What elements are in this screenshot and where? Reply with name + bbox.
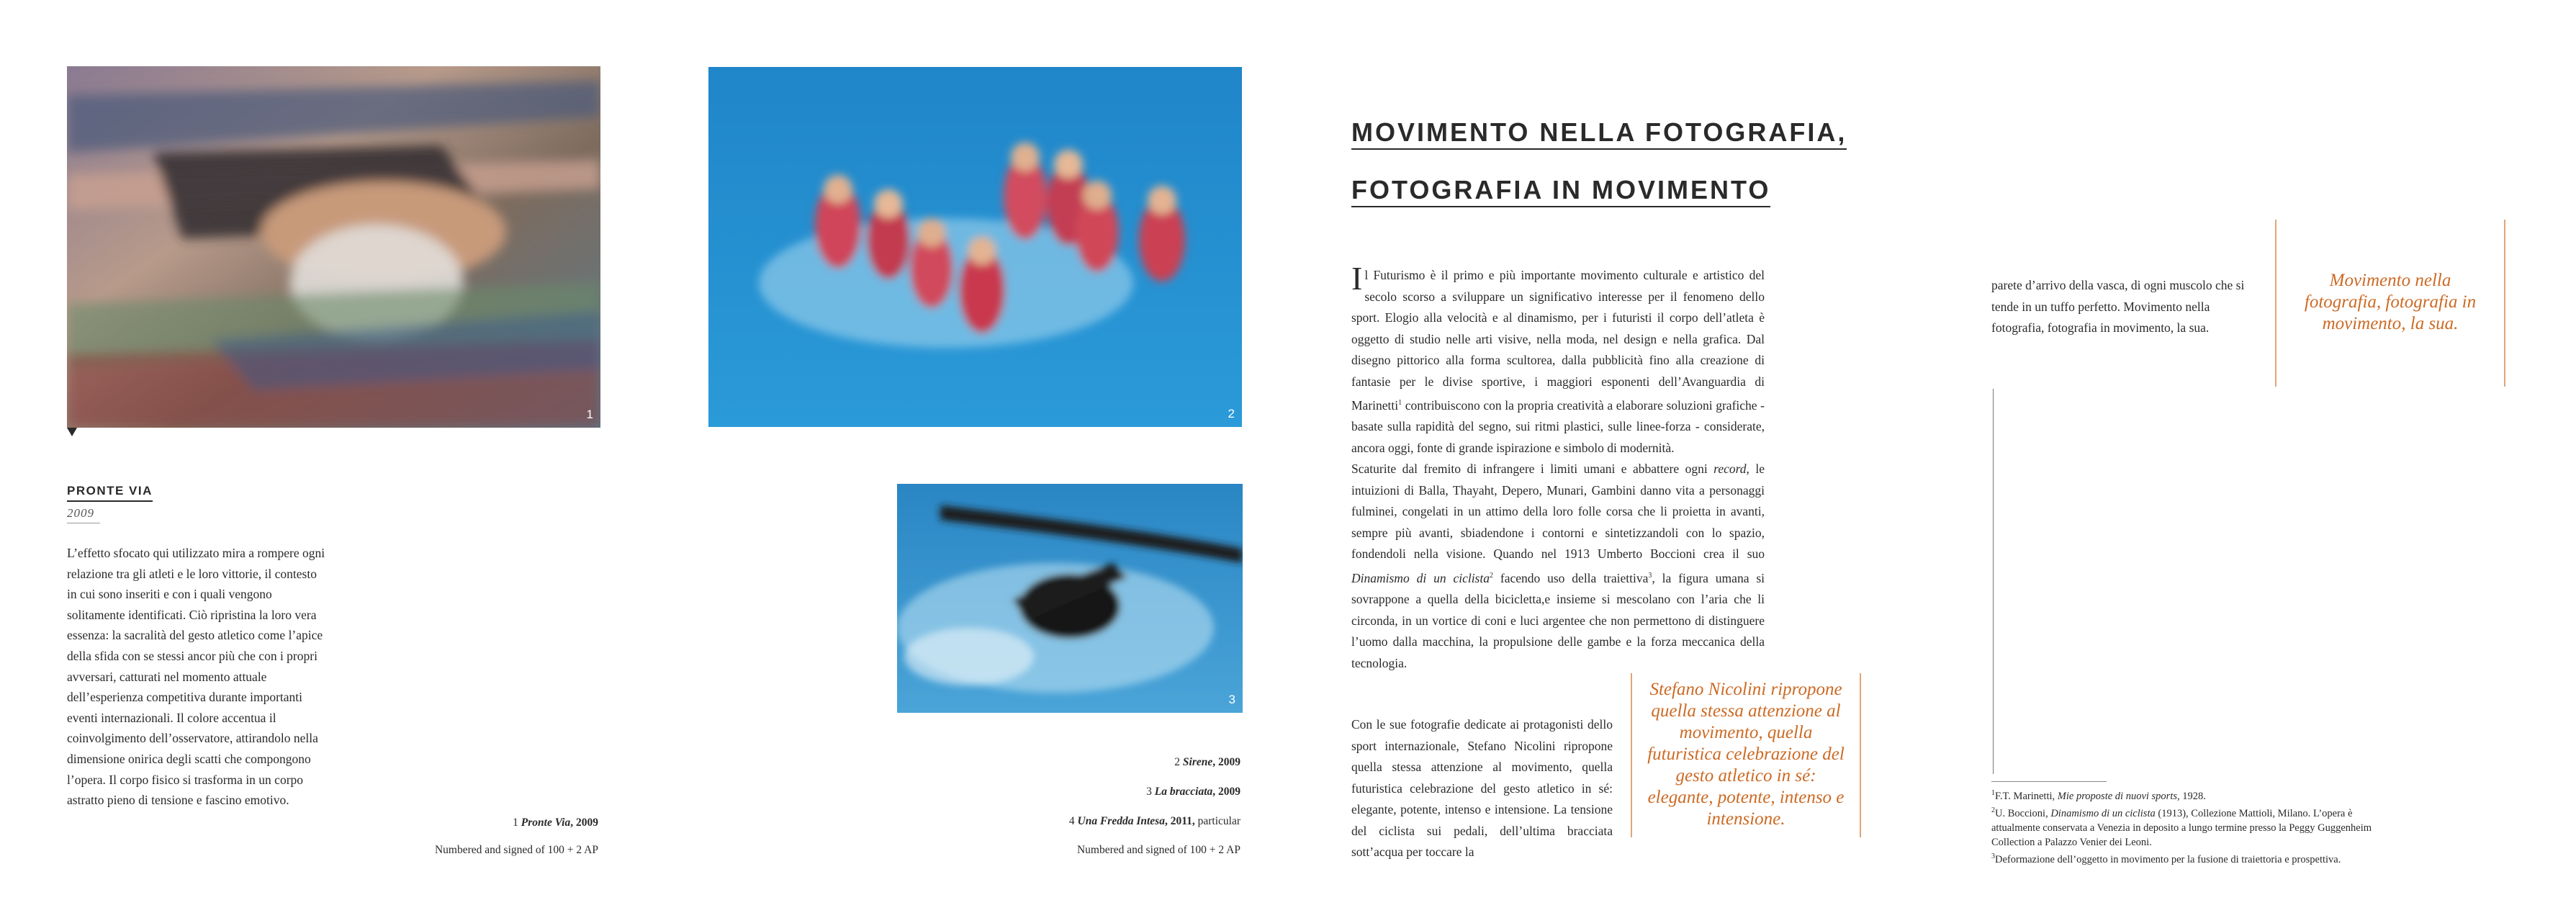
caption-title: La bracciata (1154, 786, 1213, 798)
article-column-narrow (1351, 714, 1613, 863)
article-paragraph: Con le sue fotografie dedicate ai protagonisti dello sport internazionale, Stefano Nicolini ripropone quella stessa attenzione al movimento, quella futuristica celebrazione del gesto atletico in sé: elegante, potente, intenso e intensione. La tensione del ciclista sui pedali, dell’ultima bracciata sott’acqua per toccare la (1351, 717, 1613, 859)
caption-number: 4 (1068, 815, 1075, 827)
article-paragraph (1351, 260, 1765, 459)
footnotes (1991, 786, 2395, 866)
photo-number: 2 (1228, 407, 1235, 420)
footnote-text: Deformazione dell’oggetto in movimento per la fusione di traiettoria e prospettiva. (1995, 853, 2341, 865)
article-text-italic: Dinamismo di un ciclista (1351, 570, 1490, 585)
photo-la-bracciata (897, 484, 1243, 713)
footnote-text: F.T. Marinetti, (1995, 790, 2058, 802)
column-divider (1993, 389, 1994, 774)
footnote-rule (1991, 781, 2107, 782)
caption-year: , 2009 (1212, 756, 1240, 768)
article-text: facendo uso della traiettiva (1492, 570, 1649, 585)
photo-pronte-via-image (67, 66, 600, 428)
footnote (1991, 786, 2395, 804)
caption-title: Sirene (1182, 756, 1213, 768)
work-year: 2009 (67, 506, 100, 523)
caption-year: , 2009 (1212, 786, 1240, 798)
edition-note: Numbered and signed of 100 + 2 AP (434, 844, 598, 856)
photo-number: 1 (586, 408, 593, 421)
article-title-line-2: FOTOGRAFIA IN MOVIMENTO (1351, 174, 1770, 207)
article-column (1351, 260, 1765, 674)
caption-title: Una Fredda Intesa (1077, 815, 1165, 827)
article-continuation: parete d’arrivo della vasca, di ogni muscolo che si tende in un tuffo perfetto. Movimento nella fotografia, fotografia in movimento, la sua. (1991, 278, 2245, 335)
footnote-italic: Dinamismo di un ciclista (2050, 807, 2156, 819)
footnote-text: U. Boccioni, (1995, 807, 2051, 819)
work-title: PRONTE VIA (67, 484, 153, 502)
footnote-ref: 1 (1398, 399, 1402, 407)
page-marker (67, 428, 77, 436)
caption-credit (1069, 815, 1240, 828)
caption-number: 3 (1146, 786, 1152, 798)
footnote-italic: Mie proposte di nuovi sports (2057, 790, 2177, 802)
edition-note: Numbered and signed of 100 + 2 AP (1076, 844, 1240, 856)
article-title (1351, 108, 1847, 223)
footnote-number: 3 (1991, 852, 1995, 860)
footnote-ref: 2 (1489, 571, 1493, 580)
caption-year: , 2009 (570, 816, 598, 829)
article-paragraph (1351, 459, 1765, 674)
article-text: l Futurismo è il primo e più importante movimento culturale e artistico del secolo scorso a sviluppare un significativo interesse per il fenomeno dello sport. Elogio alla velocità e al dinamismo, per i futuristi il corpo dell’atleta è oggetto di studio nelle arti visive, nella moda, nel design e nella grafica. Dal disegno pittorico alla forma scultorea, dalla pubblicità fino alla creazione di fantasie per le divise sportive, i maggiori esponenti dell’Avanguardia di Marinetti (1351, 268, 1765, 413)
work-description: L’effetto sfocato qui utilizzato mira a rompere ogni relazione tra gli atleti e le loro vittorie, il contesto in cui sono inseriti e con i quali vengono solitamente identificati. Ciò ripristina la loro vera essenza: la sacralità del gesto atletico come l’apice della sfida con se stessi ancor più che con i propri avversari, catturati nel momento attuale dell’esperienza competitiva durante importanti eventi internazionali. Il colore accentua il coinvolgimento dell’osservatore, attirandolo nella dimensione onirica degli scatti che compongono l’opera. Il corpo fisico si trasforma in un corpo astratto pieno di tensione e fascino emotivo. (67, 546, 325, 808)
footnote-ref: 3 (1648, 571, 1652, 580)
drop-cap: I (1351, 260, 1363, 297)
footnote-text: , 1928. (2177, 790, 2206, 802)
photo-number: 3 (1228, 693, 1235, 706)
caption-credit (513, 816, 598, 829)
article-text-italic: record (1713, 462, 1747, 477)
pull-quote: Movimento nella fotografia, fotografia in movimento, la sua. (2275, 220, 2505, 387)
caption-number: 2 (1174, 756, 1181, 768)
caption-year: , 2011, (1164, 815, 1195, 827)
caption-credit (1174, 756, 1240, 769)
footnote (1991, 804, 2395, 850)
photo-sirene (708, 67, 1242, 427)
photo-pronte-via (67, 66, 600, 428)
photo-la-bracciata-image (897, 484, 1243, 713)
pull-quote: Stefano Nicolini ripropone quella stessa attenzione al movimento, quella futuristica celebrazione del gesto atletico in sé: elegante, potente, intenso e intensione. (1631, 673, 1861, 837)
article-text: contribuiscono con la propria creatività a elaborare soluzioni grafiche - basate sulla rapidità del segno, sui ritmi plastici, sulle linee-forza - considerate, ancora oggi, fonte di grande ispirazione e simbolo di modernità. (1351, 397, 1765, 455)
footnote (1991, 850, 2395, 867)
footnote-number: 1 (1991, 789, 1995, 797)
caption-number: 1 (513, 816, 518, 829)
footnote-text: (1913), Collezione Mattioli, Milano. L’opera è attualmente conservata a Venezia in deposito a lungo termine presso la Peggy Guggenheim Collection a Palazzo Venier dei Leoni. (1991, 807, 2372, 848)
article-text: , la figura umana si sovrappone a quella della bicicletta,e insieme si mescolano con l’aria che li circonda, in un vortice di coni e luci argentee che non permettono di distinguere l’uomo dalla macchina, la propulsione delle gambe e la forza meccanica della tecnologia. (1351, 570, 1765, 670)
footnote-number: 2 (1991, 806, 1995, 814)
caption-title: Pronte Via (521, 816, 571, 829)
caption-extra: particular (1194, 815, 1240, 827)
caption-credit (1146, 786, 1240, 798)
photo-sirene-image (708, 67, 1242, 427)
article-text: , le intuizioni di Balla, Thayaht, Depero, Munari, Gambini danno vita a personaggi fulminei, congelati in un attimo della loro folle corsa che li proietta in avanti, sempre più avanti, sbiadendone i contorni e sintetizzandoli con lo spazio, fondendoli nella visione. Quando nel 1913 Umberto Boccioni crea il suo (1351, 462, 1765, 562)
article-title-line-1: MOVIMENTO NELLA FOTOGRAFIA, (1351, 117, 1847, 150)
article-text: Scaturite dal fremito di infrangere i limiti umani e abbattere ogni (1351, 462, 1714, 477)
